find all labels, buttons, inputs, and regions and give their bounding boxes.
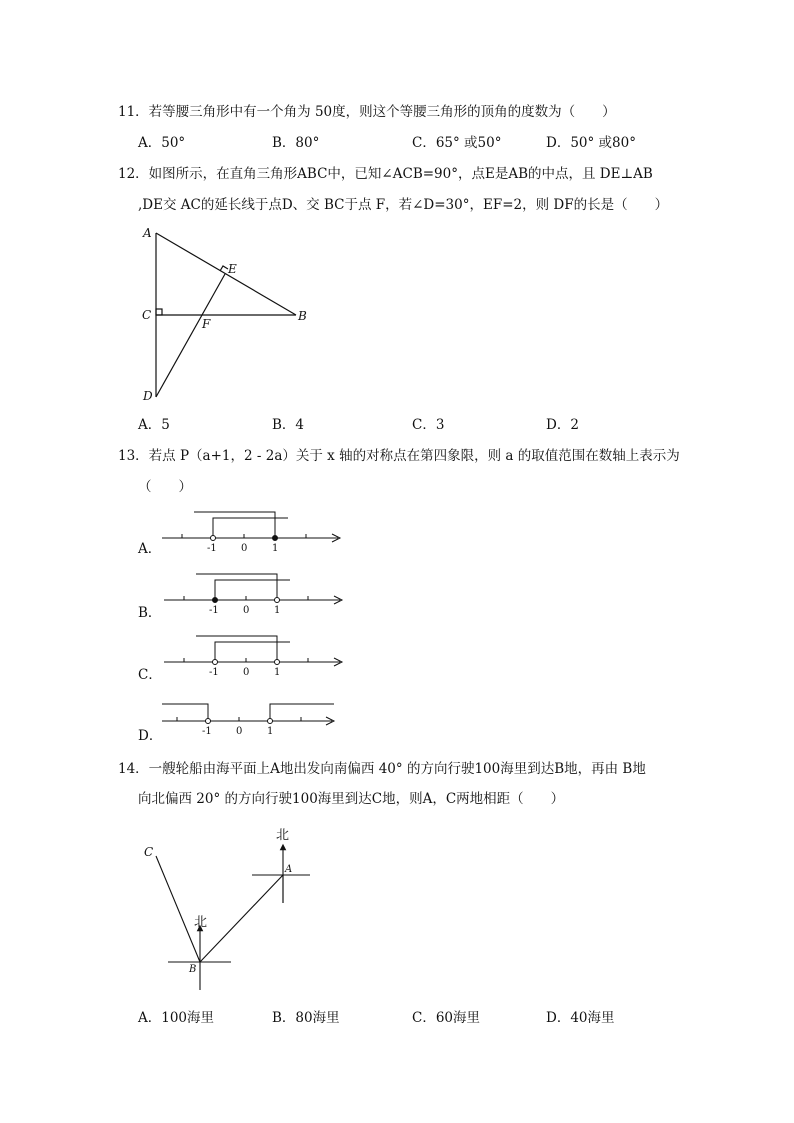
q14-option-d: D．40海里 xyxy=(546,1010,615,1026)
tick-label-1: 1 xyxy=(272,543,279,554)
q11-option-d: D．50° 或80° xyxy=(546,135,636,151)
q12-option-d: D．2 xyxy=(546,417,579,433)
q14-option-b: B．80海里 xyxy=(272,1010,340,1026)
q14-bearing-figure xyxy=(140,825,340,995)
tick-label-neg1: -1 xyxy=(207,543,217,554)
segment-ab xyxy=(200,875,283,962)
q12-option-b: B．4 xyxy=(272,417,305,433)
tick-label-1: 1 xyxy=(274,667,281,678)
q11-option-c: C．65° 或50° xyxy=(412,135,502,151)
tick-label-neg1: -1 xyxy=(202,726,212,737)
label-e: E xyxy=(228,262,237,276)
q13-option-d-letter: D． xyxy=(138,728,163,744)
q12-stem-line2: ,DE交 AC的延长线于点D、交 BC于点 F，若∠D=30°，EF=2，则 DF的长是（ ） xyxy=(138,197,669,213)
north-label-b: 北 xyxy=(194,915,208,930)
q12-option-a: A．5 xyxy=(138,417,170,433)
q11-option-a: A．50° xyxy=(138,135,186,151)
side-de xyxy=(156,274,225,397)
tick-label-0: 0 xyxy=(243,667,250,678)
q11-stem: 11．若等腰三角形中有一个角为 50度，则这个等腰三角形的顶角的度数为（ ） xyxy=(118,104,616,120)
q13-stem-line1: 13．若点 P（a+1，2 - 2a）关于 x 轴的对称点在第四象限，则 a 的取值范围在数轴上表示为 xyxy=(118,448,680,464)
tick-label-neg1: -1 xyxy=(209,667,219,678)
q11-option-b: B．80° xyxy=(272,135,320,151)
side-ab xyxy=(156,233,296,315)
q14-option-c: C．60海里 xyxy=(412,1010,481,1026)
right-angle-e xyxy=(220,266,228,271)
q13-option-a-letter: A． xyxy=(138,541,162,557)
label-c: C xyxy=(142,308,152,322)
label-c: C xyxy=(144,845,154,859)
q12-triangle-figure xyxy=(140,225,320,405)
tick-label-1: 1 xyxy=(274,605,281,616)
q12-option-c: C．3 xyxy=(412,417,445,433)
q13-numberline-b xyxy=(162,570,352,620)
q13-stem-line2: （ ） xyxy=(138,479,192,495)
q13-numberline-a xyxy=(160,508,350,558)
segment-bc xyxy=(156,856,200,962)
tick-label-0: 0 xyxy=(243,605,250,616)
right-angle-c xyxy=(156,309,162,315)
q14-stem-line1: 14．一艘轮船由海平面上A地出发向南偏西 40° 的方向行驶100海里到达B地，再由 B地 xyxy=(118,761,646,777)
q13-option-b-letter: B． xyxy=(138,605,162,621)
q13-option-c-letter: C． xyxy=(138,667,162,683)
tick-label-1: 1 xyxy=(267,726,274,737)
label-b: B xyxy=(298,309,307,323)
label-a: A xyxy=(285,864,293,875)
label-b: B xyxy=(189,964,197,975)
north-label-a: 北 xyxy=(276,828,290,843)
q14-stem-line2: 向北偏西 20° 的方向行驶100海里到达C地，则A，C两地相距（ ） xyxy=(138,791,565,807)
tick-label-0: 0 xyxy=(241,543,248,554)
tick-label-neg1: -1 xyxy=(209,605,219,616)
q14-option-a: A．100海里 xyxy=(138,1010,215,1026)
q12-stem-line1: 12．如图所示，在直角三角形ABC中，已知∠ACB=90°，点E是AB的中点，且 DE⊥AB xyxy=(118,166,653,182)
label-d: D xyxy=(143,389,153,403)
q13-numberline-d xyxy=(160,694,350,744)
q13-numberline-c xyxy=(162,632,352,682)
label-a: A xyxy=(143,226,152,240)
tick-label-0: 0 xyxy=(236,726,243,737)
label-f: F xyxy=(202,317,211,331)
